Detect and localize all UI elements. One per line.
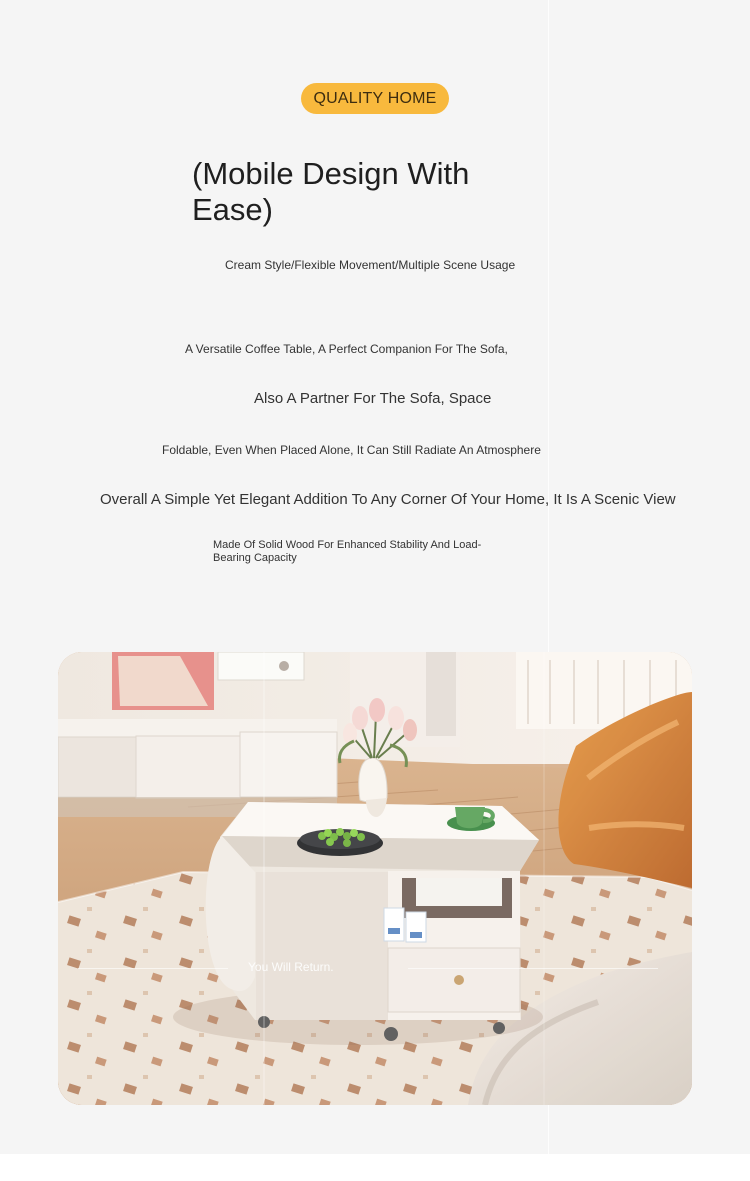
section-title: (Mobile Design With Ease) xyxy=(192,156,470,227)
description-line-4: Overall A Simple Yet Elegant Addition To Any Corner Of Your Home, It Is A Scenic View xyxy=(100,491,676,508)
living-room-illustration xyxy=(58,652,692,1105)
description-line-3: Foldable, Even When Placed Alone, It Can Still Radiate An Atmosphere xyxy=(162,443,541,457)
description-line-1: A Versatile Coffee Table, A Perfect Companion For The Sofa, xyxy=(185,342,508,356)
caption-line-left xyxy=(78,968,228,969)
description-line-2: Also A Partner For The Sofa, Space xyxy=(254,390,492,407)
description-line-5: Made Of Solid Wood For Enhanced Stability And Load-Bearing Capacity xyxy=(213,539,482,564)
quality-home-badge: QUALITY HOME xyxy=(301,83,449,114)
photo-caption: You Will Return. xyxy=(248,960,334,974)
coffee-table-photo xyxy=(58,652,692,1105)
feature-subtitle: Cream Style/Flexible Movement/Multiple Scene Usage xyxy=(225,258,516,272)
caption-line-right xyxy=(408,968,658,969)
